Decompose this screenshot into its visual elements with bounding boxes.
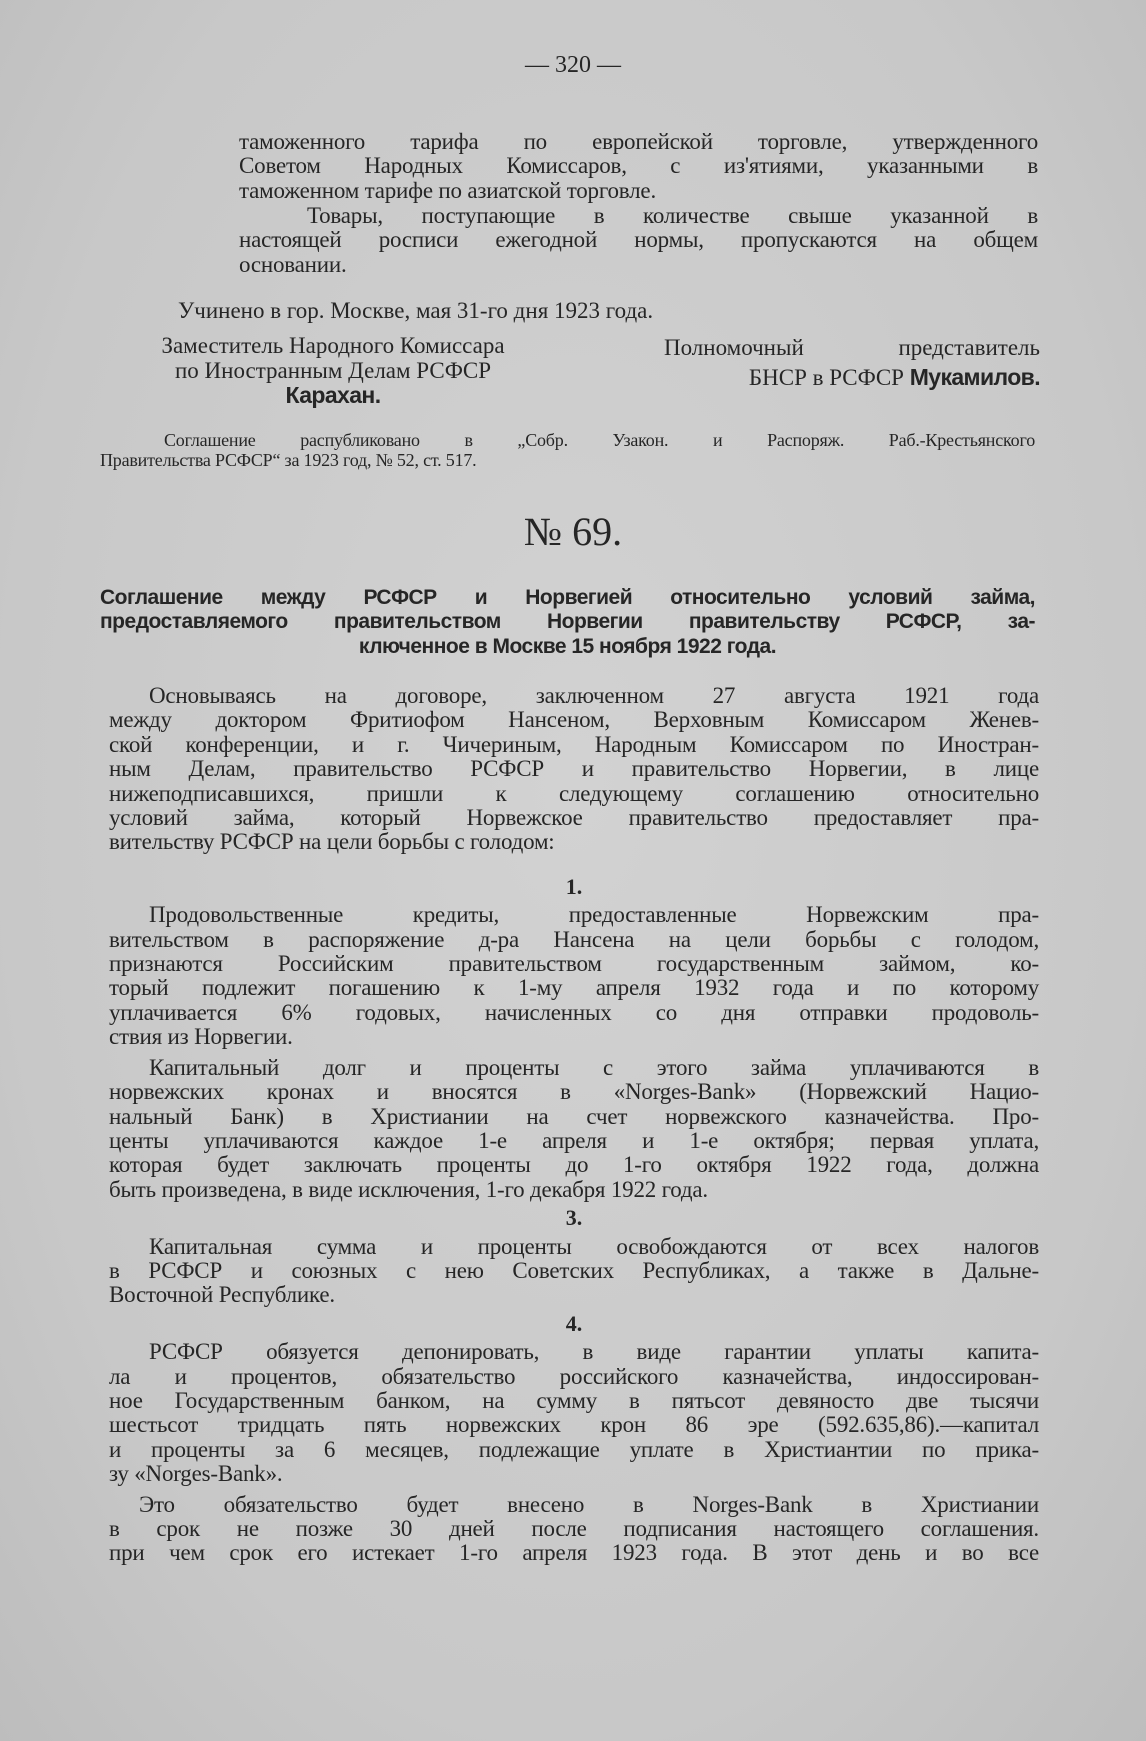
text-line: уплачивается 6% годовых, начисленных со дня отправки продоволь- — [109, 999, 1039, 1025]
done-in-moscow: Учинено в гор. Москве, мая 31-го дня 1923 года. — [178, 298, 654, 323]
text-line: Советом Народных Комиссаров, с из'ятиями, указанными в — [239, 153, 1038, 179]
text-line: в РСФСР и союзных с нею Советских Республиках, а также в Дальне- — [109, 1257, 1039, 1283]
document-title — [100, 586, 1035, 659]
signature-right — [664, 336, 1040, 390]
text-line: и проценты за 6 месяцев, подлежащие уплате в Христиантии по прика- — [109, 1436, 1039, 1462]
signature-left-title: Заместитель Народного Комиссара — [161, 333, 505, 358]
paragraph-section-2 — [109, 1056, 1039, 1202]
text-line: ской конференции, и г. Чичериным, Народным Комиссаром по Иностран- — [109, 731, 1039, 757]
text-line: ла и процентов, обязательство российского казначейства, индоссирован- — [109, 1363, 1039, 1389]
paragraph-section-4-cont — [109, 1493, 1039, 1566]
text-line: зу «Norges-Bank». — [109, 1461, 283, 1487]
text-line: при чем срок его истекает 1-го апреля 1923 года. В этот день и во все — [109, 1540, 1039, 1566]
text-line: быть произведена, в виде исключения, 1-го декабря 1922 года. — [109, 1176, 708, 1202]
publication-note — [100, 430, 1035, 470]
paragraph-goods — [239, 204, 1038, 277]
signature-right-name: Мукамилов. — [909, 363, 1040, 390]
title-line: предоставляемого правительством Норвегии правительству РСФСР, за- — [100, 610, 1035, 634]
text-line: Основываясь на договоре, заключенном 27 августа 1921 года — [149, 683, 1039, 708]
text-line: торый подлежит погашению к 1-му апреля 1932 года и по которому — [109, 975, 1039, 1001]
text-line: признаются Российским правительством государственным займом, ко- — [109, 951, 1039, 977]
title-line: ключенное в Москве 15 ноября 1922 года. — [358, 634, 777, 658]
signature-left — [108, 334, 558, 408]
text-line: основании. — [239, 251, 347, 277]
text-line: центы уплачиваются каждое 1-е апреля и 1-е октября; первая уплата, — [109, 1127, 1039, 1153]
signature-right-title: Полномочный представитель — [664, 335, 1040, 360]
text-line: нижеподписавшихся, пришли к следующему соглашению относительно — [109, 780, 1039, 806]
text-line: норвежских кронах и вносятся в «Norges-Bank» (Норвежский Нацио- — [109, 1079, 1039, 1105]
note-line: Правительства РСФСР“ за 1923 год, № 52, ст. 517. — [100, 450, 477, 470]
text-line: Капитальная сумма и проценты освобождаются от всех налогов — [149, 1233, 1039, 1259]
paragraph-section-3 — [109, 1235, 1039, 1308]
section-heading-4: 4. — [565, 1310, 583, 1336]
text-line: ное Государственным банком, на сумму в пятьсот девяносто две тысячи — [109, 1387, 1039, 1413]
paragraph-section-1 — [109, 903, 1039, 1049]
text-line: вительством в распоряжение д-ра Нансена на цели борьбы с голодом, — [109, 926, 1039, 952]
text-line: Капитальный долг и проценты с этого займа уплачиваются в — [149, 1054, 1039, 1080]
text-line: нальный Банк) в Христиании на счет норвежского казначейства. Про- — [109, 1103, 1039, 1129]
text-line: вительству РСФСР на цели борьбы с голодом: — [109, 829, 555, 855]
text-line: Восточной Республике. — [109, 1282, 335, 1308]
section-heading-1: 1. — [565, 873, 583, 899]
text-line: таможенном тарифе по азиатской торговле. — [239, 177, 656, 203]
document-number: № 69. — [523, 509, 623, 554]
text-line: которая будет заключать проценты до 1-го октября 1922 года, должна — [109, 1152, 1039, 1178]
paragraph-intro — [109, 684, 1039, 855]
text-line: ным Делам, правительство РСФСР и правительство Норвегии, в лице — [109, 756, 1039, 782]
page-number: — 320 — — [525, 52, 621, 78]
section-heading-3: 3. — [565, 1205, 583, 1231]
text-line: ствия из Норвегии. — [109, 1024, 293, 1050]
text-line: Товары, поступающие в количестве свыше указанной в — [307, 203, 1038, 228]
text-line: между доктором Фритиофом Нансеном, Верховным Комиссаром Женев- — [109, 707, 1039, 733]
text-line: РСФСР обязуется депонировать, в виде гарантии уплаты капита- — [149, 1339, 1039, 1365]
paragraph-tariff — [239, 130, 1038, 203]
signature-left-dept: по Иностранным Делам РСФСР — [174, 357, 492, 383]
text-line: шестьсот тридцать пять норвежских крон 86 эре (592.635,86).—капитал — [109, 1412, 1039, 1438]
note-line: Соглашение распубликовано в „Собр. Узакон. и Распоряж. Раб.-Крестьянского — [164, 430, 1035, 450]
text-line: условий займа, который Норвежское правительство предоставляет пра- — [109, 805, 1039, 831]
signature-left-name: Карахан. — [285, 382, 381, 408]
text-line: Продовольственные кредиты, предоставленные Норвежским пра- — [149, 902, 1039, 928]
agreement-body — [109, 684, 1039, 1566]
text-line: в срок не позже 30 дней после подписания настоящего соглашения. — [109, 1516, 1039, 1541]
title-line: Соглашение между РСФСР и Норвегией относительно условий займа, — [100, 586, 1035, 609]
signature-right-dept: БНСР в РСФСР — [748, 364, 904, 390]
paragraph-section-4 — [109, 1340, 1039, 1486]
text-line: таможенного тарифа по европейской торговле, утвержденного — [239, 129, 1038, 154]
text-line: Это обязательство будет внесено в Norges-Bank в Христиании — [139, 1491, 1039, 1517]
text-line: настоящей росписи ежегодной нормы, пропускаются на общем — [239, 227, 1038, 253]
